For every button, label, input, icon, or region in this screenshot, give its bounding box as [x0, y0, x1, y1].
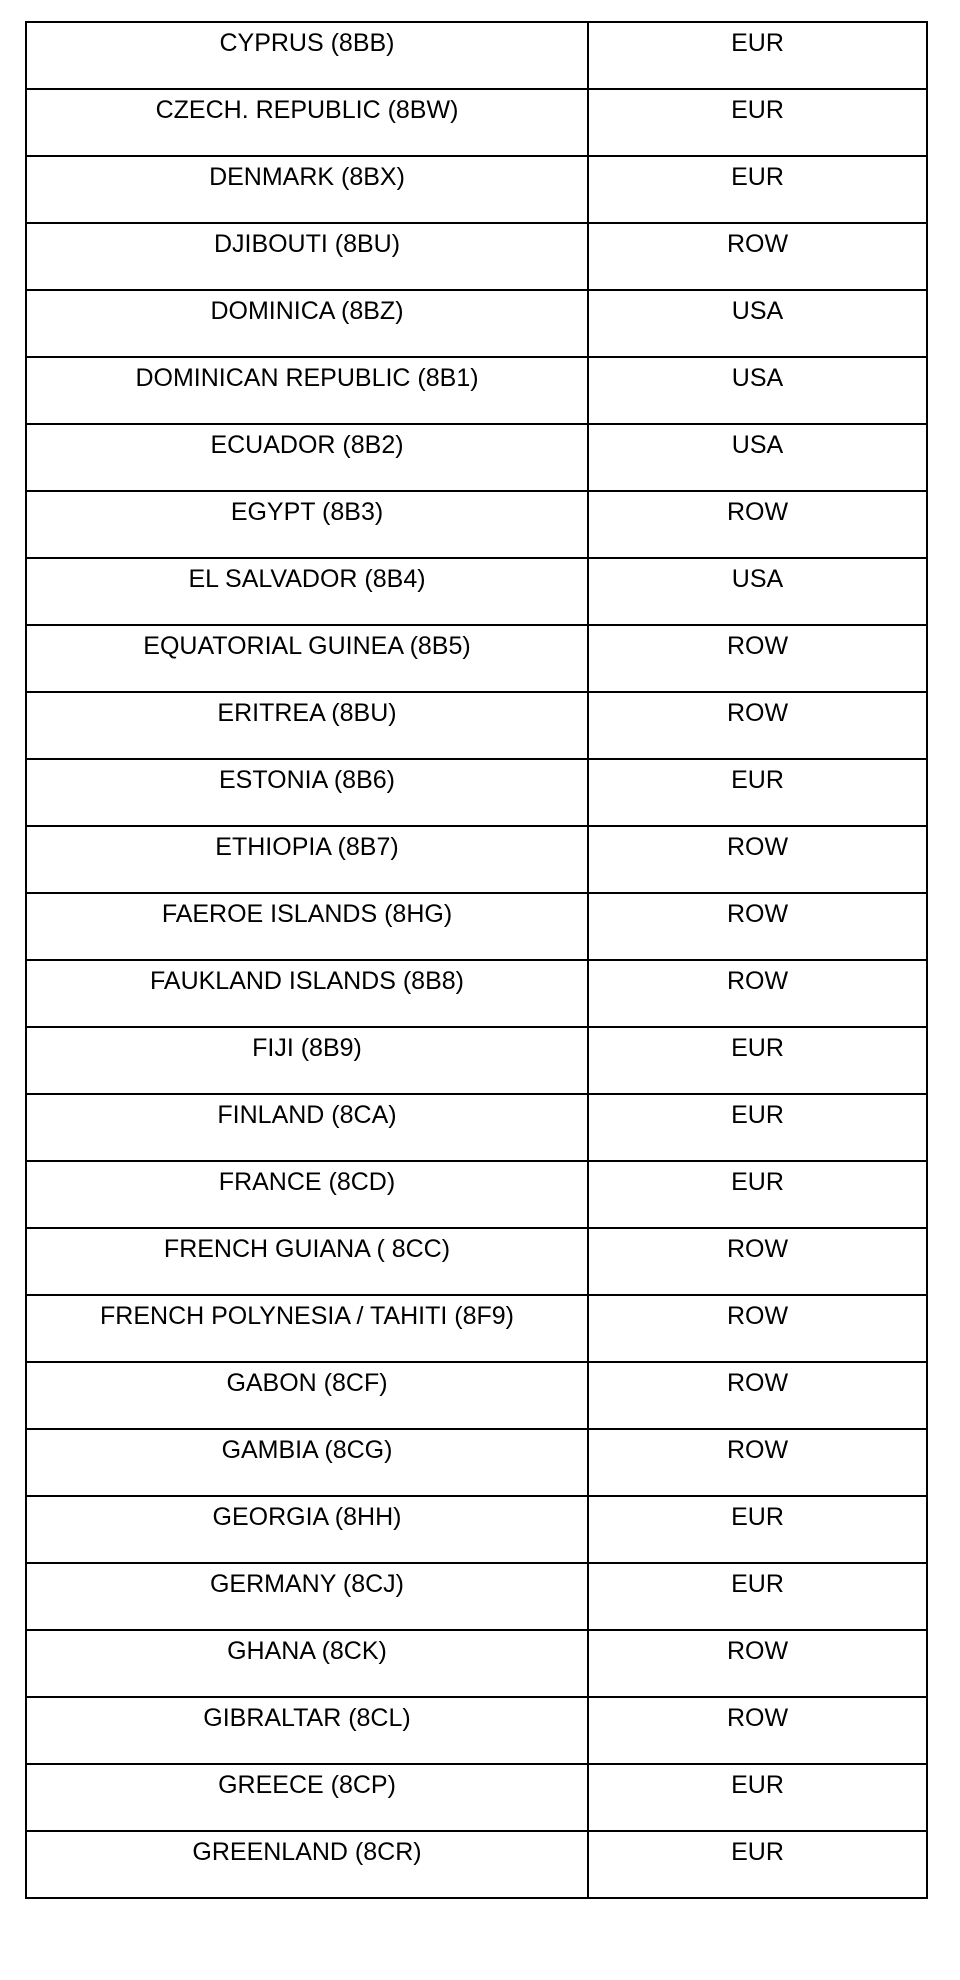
table-row: [26, 357, 927, 424]
region-text: ROW: [726, 1235, 789, 1263]
region-text: ROW: [726, 1302, 789, 1330]
table-row: [26, 491, 927, 558]
country-text: CYPRUS (8BB): [219, 29, 395, 57]
country-cell: [26, 1764, 588, 1831]
country-text: FINLAND (8CA): [217, 1101, 397, 1129]
region-cell: [588, 290, 927, 357]
region-cell: [588, 1697, 927, 1764]
country-cell: [26, 1630, 588, 1697]
region-cell: [588, 1630, 927, 1697]
region-text: ROW: [726, 632, 789, 660]
country-cell: [26, 1429, 588, 1496]
region-text: USA: [731, 364, 784, 392]
region-cell: [588, 357, 927, 424]
region-cell: [588, 424, 927, 491]
country-cell: [26, 1094, 588, 1161]
country-text: FAEROE ISLANDS (8HG): [161, 900, 453, 928]
region-cell: [588, 1362, 927, 1429]
region-cell: [588, 826, 927, 893]
region-text: EUR: [731, 29, 784, 57]
table-row: [26, 1563, 927, 1630]
table-row: [26, 625, 927, 692]
region-text: ROW: [726, 1369, 789, 1397]
country-text: EGYPT (8B3): [230, 498, 384, 526]
country-text: GAMBIA (8CG): [221, 1436, 393, 1464]
region-cell: [588, 893, 927, 960]
country-cell: [26, 1362, 588, 1429]
country-text: FAUKLAND ISLANDS (8B8): [150, 967, 464, 995]
region-text: EUR: [731, 96, 784, 124]
region-text: USA: [731, 297, 784, 325]
country-text: FRENCH POLYNESIA / TAHITI (8F9): [100, 1302, 514, 1330]
region-text: EUR: [731, 1101, 784, 1129]
region-text: ROW: [726, 1704, 789, 1732]
table-row: [26, 22, 927, 89]
table-row: [26, 1094, 927, 1161]
country-cell: [26, 357, 588, 424]
country-text: GERMANY (8CJ): [209, 1570, 404, 1598]
country-cell: [26, 1228, 588, 1295]
region-text: ROW: [726, 1436, 789, 1464]
country-cell: [26, 692, 588, 759]
country-cell: [26, 491, 588, 558]
region-text: EUR: [731, 1168, 784, 1196]
table-row: [26, 89, 927, 156]
country-text: EL SALVADOR (8B4): [188, 565, 426, 593]
country-text: CZECH. REPUBLIC (8BW): [155, 96, 459, 124]
region-cell: [588, 22, 927, 89]
table-row: [26, 223, 927, 290]
country-text: DOMINICAN REPUBLIC (8B1): [135, 364, 479, 392]
region-text: ROW: [726, 900, 789, 928]
country-cell: [26, 424, 588, 491]
table-row: [26, 1697, 927, 1764]
country-cell: [26, 1697, 588, 1764]
country-text: DOMINICA (8BZ): [210, 297, 404, 325]
region-cell: [588, 1094, 927, 1161]
region-cell: [588, 156, 927, 223]
region-cell: [588, 1764, 927, 1831]
country-text: ETHIOPIA (8B7): [215, 833, 399, 861]
region-text: ROW: [726, 833, 789, 861]
country-cell: [26, 826, 588, 893]
region-cell: [588, 1295, 927, 1362]
region-cell: [588, 692, 927, 759]
table-body: [26, 22, 927, 1898]
country-text: GREECE (8CP): [218, 1771, 396, 1799]
country-text: ESTONIA (8B6): [219, 766, 395, 794]
region-text: USA: [731, 431, 784, 459]
region-text: EUR: [731, 1570, 784, 1598]
country-text: GEORGIA (8HH): [212, 1503, 402, 1531]
country-text: GHANA (8CK): [227, 1637, 387, 1665]
country-text: GIBRALTAR (8CL): [203, 1704, 411, 1732]
country-text: DJIBOUTI (8BU): [213, 230, 401, 258]
region-text: ROW: [726, 498, 789, 526]
region-text: EUR: [731, 1034, 784, 1062]
table-row: [26, 1831, 927, 1898]
country-text: EQUATORIAL GUINEA (8B5): [143, 632, 471, 660]
country-cell: [26, 558, 588, 625]
country-text: FIJI (8B9): [252, 1034, 362, 1062]
country-cell: [26, 156, 588, 223]
region-cell: [588, 558, 927, 625]
country-text: DENMARK (8BX): [209, 163, 405, 191]
region-cell: [588, 1161, 927, 1228]
table-row: [26, 960, 927, 1027]
country-text: GREENLAND (8CR): [192, 1838, 422, 1866]
country-cell: [26, 223, 588, 290]
table-row: [26, 1027, 927, 1094]
region-cell: [588, 89, 927, 156]
table-row: [26, 893, 927, 960]
country-text: ECUADOR (8B2): [210, 431, 404, 459]
region-cell: [588, 1228, 927, 1295]
region-text: EUR: [731, 1771, 784, 1799]
region-cell: [588, 625, 927, 692]
table-row: [26, 1496, 927, 1563]
country-cell: [26, 290, 588, 357]
table-row: [26, 759, 927, 826]
country-cell: [26, 1496, 588, 1563]
region-text: ROW: [726, 1637, 789, 1665]
country-cell: [26, 893, 588, 960]
region-cell: [588, 1496, 927, 1563]
region-text: ROW: [726, 699, 789, 727]
table-row: [26, 424, 927, 491]
region-cell: [588, 1563, 927, 1630]
region-text: EUR: [731, 766, 784, 794]
country-cell: [26, 625, 588, 692]
country-cell: [26, 1831, 588, 1898]
country-cell: [26, 1563, 588, 1630]
region-text: EUR: [731, 163, 784, 191]
region-cell: [588, 1027, 927, 1094]
country-text: FRENCH GUIANA ( 8CC): [163, 1235, 451, 1263]
country-cell: [26, 960, 588, 1027]
table-row: [26, 692, 927, 759]
table-row: [26, 1630, 927, 1697]
table-row: [26, 1228, 927, 1295]
region-text: USA: [731, 565, 784, 593]
table-row: [26, 1429, 927, 1496]
region-cell: [588, 960, 927, 1027]
table-row: [26, 826, 927, 893]
region-cell: [588, 1429, 927, 1496]
region-text: ROW: [726, 230, 789, 258]
country-cell: [26, 89, 588, 156]
country-region-table: [25, 21, 928, 1899]
table-row: [26, 1295, 927, 1362]
document-page: [25, 21, 926, 1899]
country-text: FRANCE (8CD): [218, 1168, 396, 1196]
region-text: EUR: [731, 1503, 784, 1531]
region-text: EUR: [731, 1838, 784, 1866]
country-text: GABON (8CF): [226, 1369, 388, 1397]
country-cell: [26, 22, 588, 89]
region-text: ROW: [726, 967, 789, 995]
table-row: [26, 156, 927, 223]
country-text: ERITREA (8BU): [217, 699, 397, 727]
region-cell: [588, 491, 927, 558]
table-row: [26, 1362, 927, 1429]
table-row: [26, 558, 927, 625]
country-cell: [26, 1161, 588, 1228]
region-cell: [588, 1831, 927, 1898]
table-row: [26, 1764, 927, 1831]
country-cell: [26, 759, 588, 826]
country-cell: [26, 1295, 588, 1362]
country-cell: [26, 1027, 588, 1094]
table-row: [26, 290, 927, 357]
region-cell: [588, 759, 927, 826]
region-cell: [588, 223, 927, 290]
table-row: [26, 1161, 927, 1228]
